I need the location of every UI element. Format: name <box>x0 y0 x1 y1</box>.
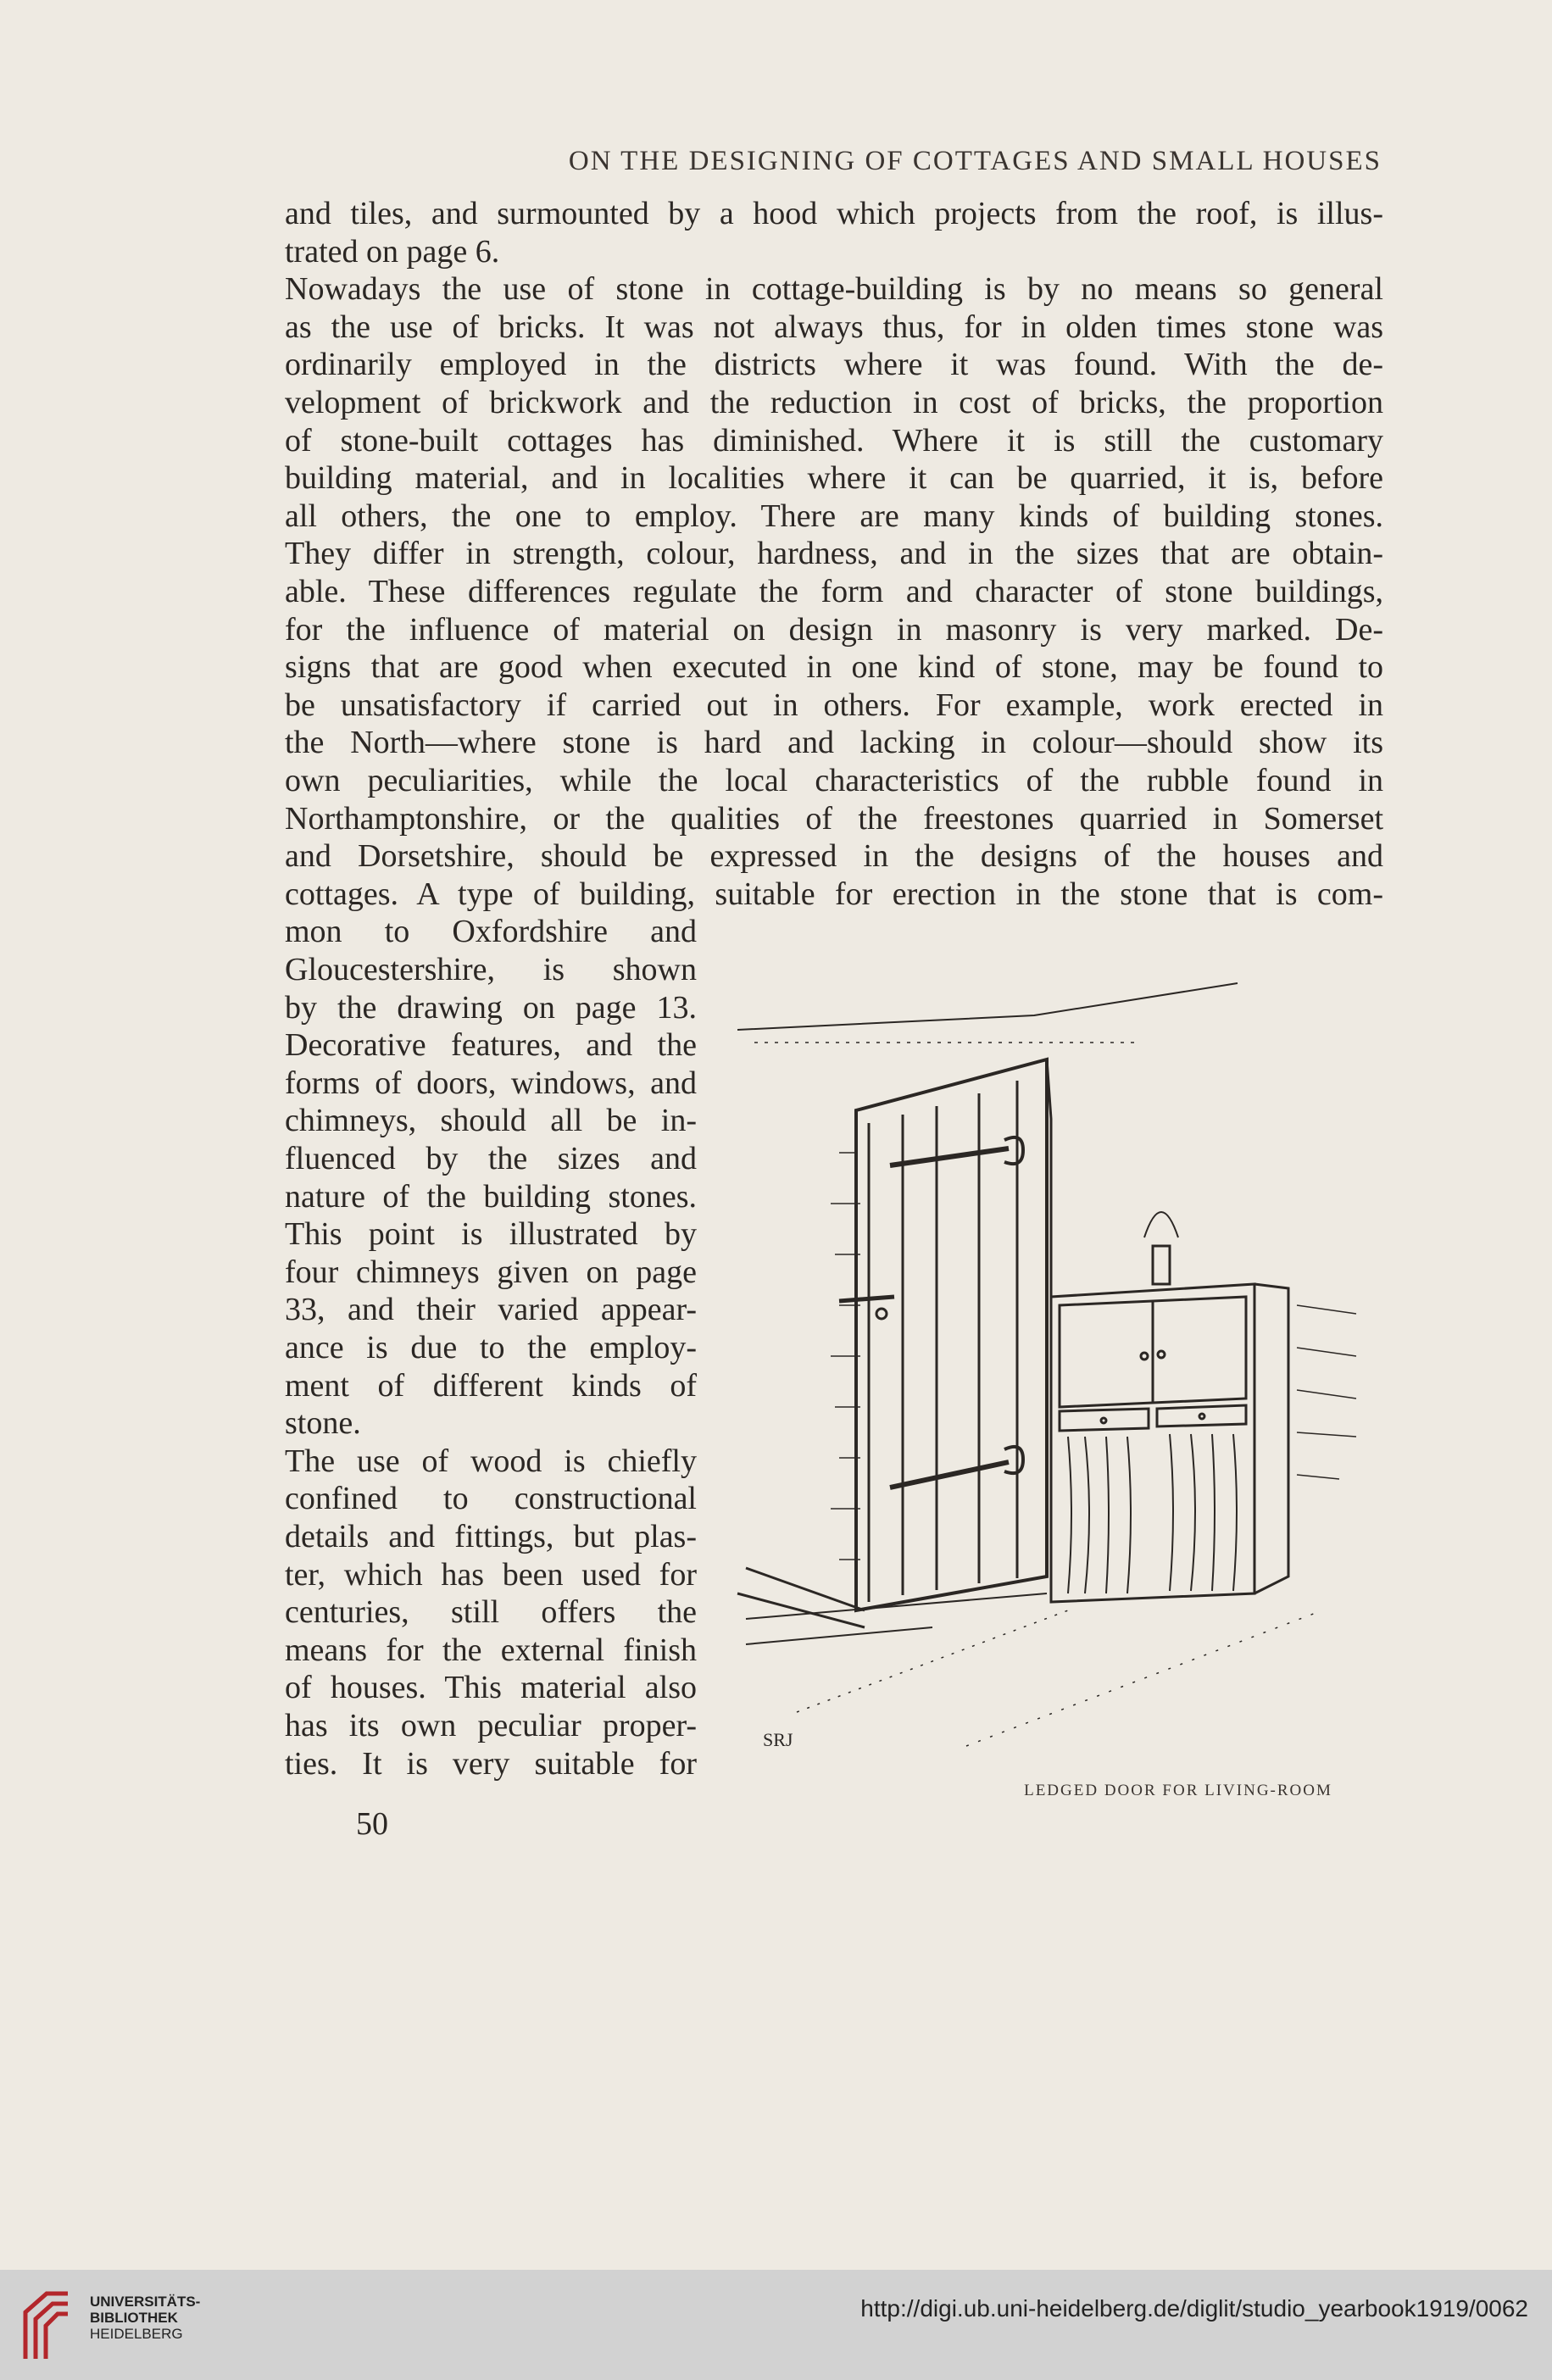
body-line: all others, the one to employ. There are many kinds of building stones. <box>285 498 1383 534</box>
body-line: as the use of bricks. It was not always thus, for in olden times stone was <box>285 309 1383 345</box>
column-line: Decorative features, and the <box>285 1027 697 1064</box>
body-line: able. These differences regulate the form and character of stone buildings, <box>285 574 1383 609</box>
body-line: cottages. A type of building, suitable for erection in the stone that is com- <box>285 876 1383 912</box>
library-name-line1: UNIVERSITÄTS- <box>90 2294 201 2310</box>
body-line: Nowadays the use of stone in cottage-building is by no means so general <box>285 271 1383 308</box>
column-line: The use of wood is chiefly <box>285 1443 697 1479</box>
running-head: ON THE DESIGNING OF COTTAGES AND SMALL HOUSES <box>568 146 1382 176</box>
body-line: velopment of brickwork and the reduction in cost of bricks, the proportion <box>285 385 1383 420</box>
column-line: forms of doors, windows, and <box>285 1065 697 1101</box>
column-line: fluenced by the sizes and <box>285 1141 697 1176</box>
library-name-line2: BIBLIOTHEK <box>90 2310 178 2326</box>
column-line: nature of the building stones. <box>285 1178 697 1215</box>
body-line: They differ in strength, colour, hardness, and in the sizes that are obtain- <box>285 536 1383 572</box>
column-line: mon to Oxfordshire and <box>285 914 697 950</box>
column-line: 33, and their varied appear- <box>285 1292 697 1328</box>
body-line: Northamptonshire, or the qualities of the freestones quarried in Somerset <box>285 800 1383 837</box>
column-line: ties. It is very suitable for <box>285 1745 697 1782</box>
column-line: stone. <box>285 1405 361 1442</box>
column-line: four chimneys given on page <box>285 1254 697 1290</box>
column-line: details and fittings, but plas- <box>285 1519 697 1554</box>
body-line: trated on page 6. <box>285 233 500 270</box>
body-line: and tiles, and surmounted by a hood which projects from the roof, is illus- <box>285 196 1383 231</box>
library-name-line3: HEIDELBERG <box>90 2326 183 2342</box>
body-line: and Dorsetshire, should be expressed in the designs of the houses and <box>285 838 1383 875</box>
column-line: Gloucestershire, is shown <box>285 952 697 987</box>
body-line: the North—where stone is hard and lacking in colour—should show its <box>285 725 1383 761</box>
column-line: means for the external finish <box>285 1632 697 1668</box>
column-line: centuries, still offers the <box>285 1594 697 1631</box>
illustration-ledged-door <box>712 949 1390 1788</box>
body-line: own peculiarities, while the local characteristics of the rubble found in <box>285 763 1383 798</box>
column-line: chimneys, should all be in- <box>285 1103 697 1139</box>
body-line: for the influence of material on design in masonry is very marked. De- <box>285 611 1383 648</box>
column-line: ance is due to the employ- <box>285 1330 697 1365</box>
column-line: by the drawing on page 13. <box>285 989 697 1026</box>
source-url-link[interactable]: http://digi.ub.uni-heidelberg.de/diglit/studio_yearbook1919/0062 <box>860 2295 1528 2322</box>
body-line: be unsatisfactory if carried out in others. For example, work erected in <box>285 687 1383 723</box>
column-line: ment of different kinds of <box>285 1367 697 1404</box>
library-name <box>90 2294 200 2342</box>
body-line: of stone-built cottages has diminished. Where it is still the customary <box>285 422 1383 459</box>
column-line: has its own peculiar proper- <box>285 1708 697 1743</box>
column-line: ter, which has been used for <box>285 1556 697 1593</box>
column-line: This point is illustrated by <box>285 1216 697 1253</box>
body-line: building material, and in localities where it can be quarried, it is, before <box>285 460 1383 497</box>
illustrator-monogram: SRJ <box>763 1729 793 1750</box>
university-library-logo-icon <box>17 2287 76 2367</box>
figure-caption: LEDGED DOOR FOR LIVING-ROOM <box>1024 1782 1332 1799</box>
body-line: signs that are good when executed in one kind of stone, may be found to <box>285 649 1383 686</box>
column-line: of houses. This material also <box>285 1670 697 1706</box>
body-line: ordinarily employed in the districts where it was found. With the de- <box>285 347 1383 383</box>
page-number: 50 <box>356 1806 388 1842</box>
column-line: confined to constructional <box>285 1481 697 1517</box>
library-footer <box>0 2270 1552 2380</box>
